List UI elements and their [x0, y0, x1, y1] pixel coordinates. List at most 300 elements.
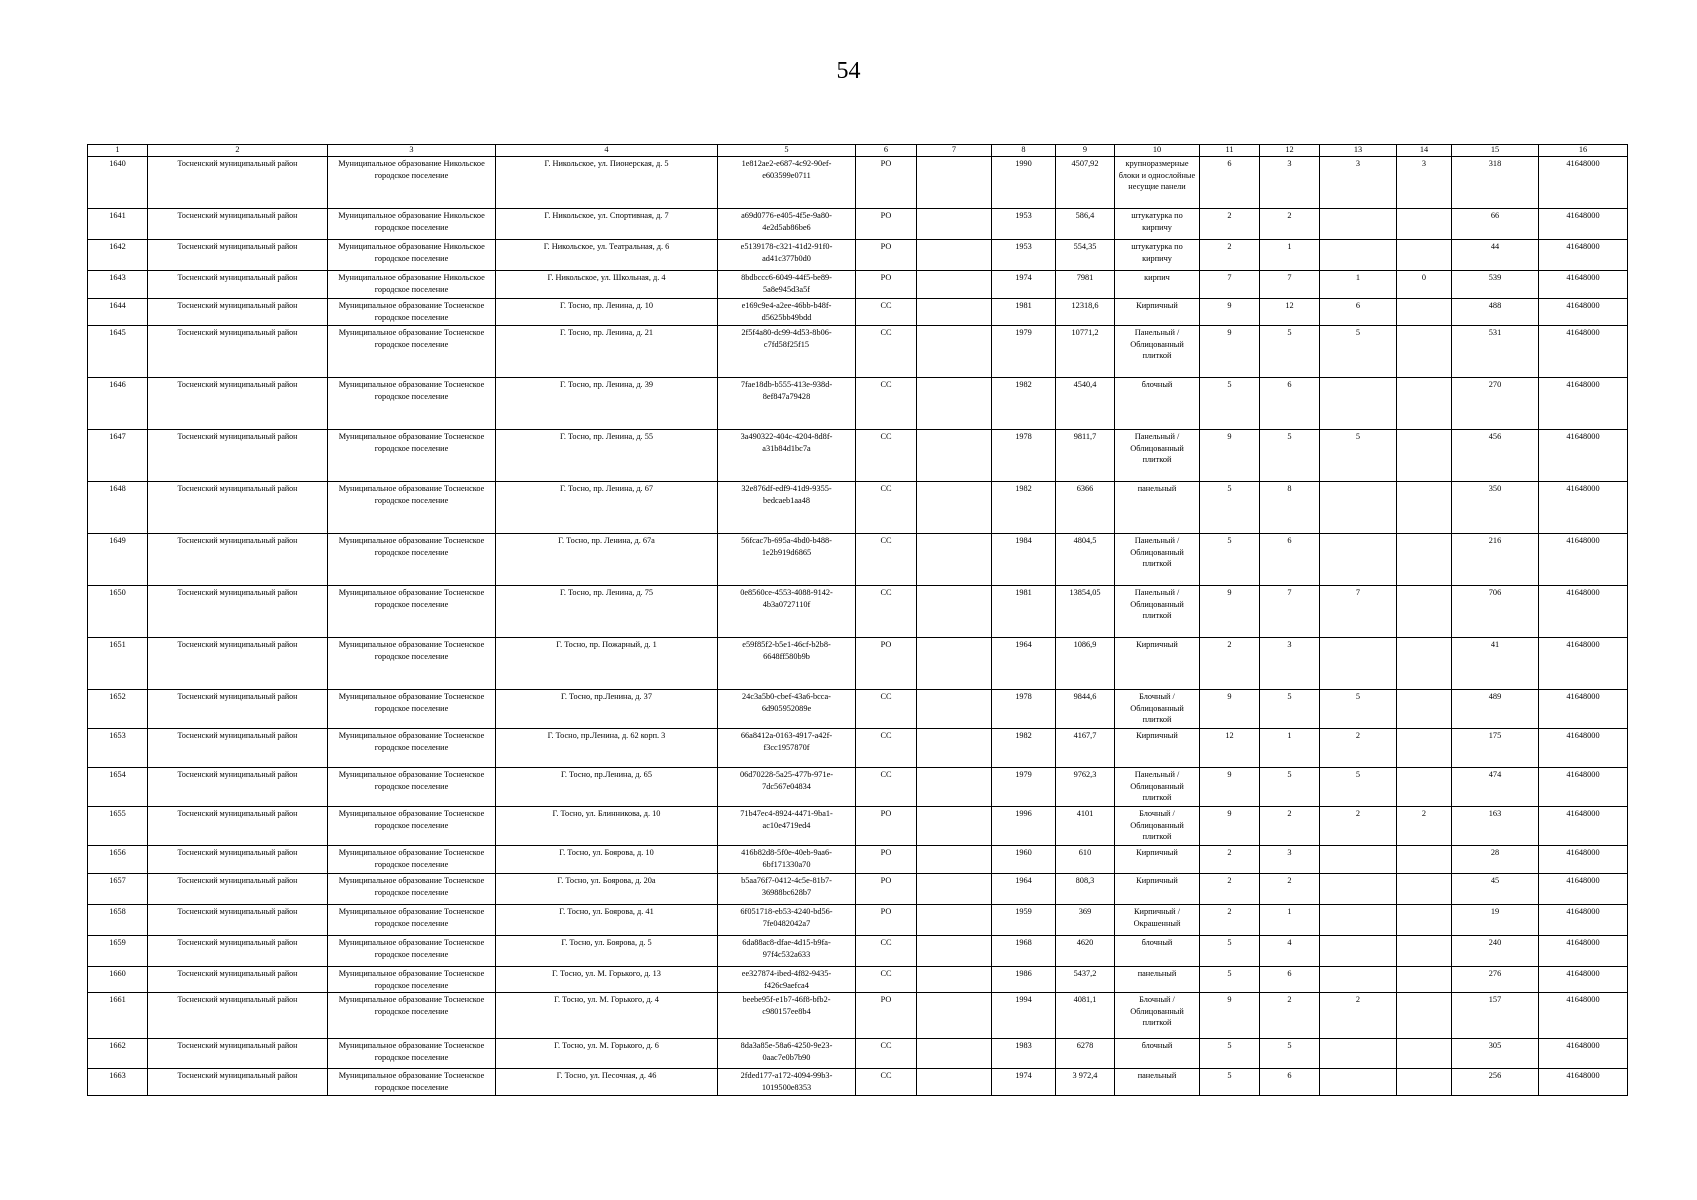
table-cell: 9 [1200, 586, 1260, 638]
table-cell: 2 [1260, 874, 1320, 905]
table-cell: 1640 [88, 157, 148, 209]
table-cell: Г. Тосно, ул. Боярова, д. 20а [496, 874, 718, 905]
table-cell: Г. Никольское, ул. Пионерская, д. 5 [496, 157, 718, 209]
table-cell: 318 [1452, 157, 1539, 209]
table-cell: Тосненский муниципальный район [148, 326, 328, 378]
table-cell: Муниципальное образование Тосненское городское поселение [328, 638, 496, 690]
table-cell: Г. Тосно, пр.Ленина, д. 37 [496, 690, 718, 729]
table-cell: 41648000 [1539, 430, 1628, 482]
table-cell: Г. Никольское, ул. Театральная, д. 6 [496, 240, 718, 271]
table-cell [1397, 240, 1452, 271]
table-row [88, 1039, 1628, 1069]
table-cell: Муниципальное образование Тосненское городское поселение [328, 807, 496, 846]
table-cell: 1978 [992, 430, 1056, 482]
table-cell: Кирпичный [1115, 729, 1200, 768]
table-cell [1397, 1069, 1452, 1096]
table-cell: 5 [1320, 430, 1397, 482]
table-cell: панельный [1115, 967, 1200, 993]
table-cell: СС [856, 936, 917, 967]
table-cell: 41648000 [1539, 534, 1628, 586]
table-cell: 2 [1200, 846, 1260, 874]
table-cell [1397, 967, 1452, 993]
table-cell: 41648000 [1539, 1069, 1628, 1096]
table-cell: Тосненский муниципальный район [148, 482, 328, 534]
table-cell: 71b47ec4-8924-4471-9ba1-ac10e4719ed4 [718, 807, 856, 846]
table-cell [1320, 936, 1397, 967]
table-cell: 1657 [88, 874, 148, 905]
table-cell: Тосненский муниципальный район [148, 729, 328, 768]
column-number: 11 [1200, 145, 1260, 157]
table-cell: 9 [1200, 768, 1260, 807]
table-cell: 1662 [88, 1039, 148, 1069]
table-cell: 5 [1260, 1039, 1320, 1069]
table-cell: 1086,9 [1056, 638, 1115, 690]
table-cell: РО [856, 874, 917, 905]
table-cell: Панельный / Облицованный плиткой [1115, 534, 1200, 586]
table-row [88, 807, 1628, 846]
table-cell: Кирпичный [1115, 846, 1200, 874]
table-cell: 276 [1452, 967, 1539, 993]
table-cell: 4507,92 [1056, 157, 1115, 209]
table-cell: РО [856, 209, 917, 240]
table-cell: 1 [1260, 729, 1320, 768]
table-row [88, 846, 1628, 874]
table-cell: Муниципальное образование Тосненское городское поселение [328, 905, 496, 936]
table-cell: 5437,2 [1056, 967, 1115, 993]
table-cell: Г. Тосно, пр.Ленина, д. 65 [496, 768, 718, 807]
table-cell [917, 586, 992, 638]
table-cell: e59f85f2-b5e1-46cf-b2b8-6648ff580b9b [718, 638, 856, 690]
table-row [88, 967, 1628, 993]
table-cell: 5 [1200, 936, 1260, 967]
table-cell: 1 [1260, 240, 1320, 271]
table-cell: Тосненский муниципальный район [148, 638, 328, 690]
table-cell: 5 [1320, 326, 1397, 378]
table-cell [1320, 967, 1397, 993]
table-cell: 3 [1397, 157, 1452, 209]
table-cell: Тосненский муниципальный район [148, 534, 328, 586]
table-cell: Г. Никольское, ул. Спортивная, д. 7 [496, 209, 718, 240]
table-cell [917, 690, 992, 729]
table-cell: Г. Тосно, ул. М. Горького, д. 4 [496, 993, 718, 1039]
table-cell: 28 [1452, 846, 1539, 874]
table-cell: Муниципальное образование Тосненское городское поселение [328, 534, 496, 586]
table-cell: Г. Тосно, ул. М. Горького, д. 6 [496, 1039, 718, 1069]
table-cell: Муниципальное образование Тосненское городское поселение [328, 993, 496, 1039]
table-cell: Тосненский муниципальный район [148, 1039, 328, 1069]
table-cell [1320, 846, 1397, 874]
table-cell: a69d0776-e405-4f5e-9a80-4e2d5ab86be6 [718, 209, 856, 240]
table-cell: 539 [1452, 271, 1539, 299]
table-cell: 10771,2 [1056, 326, 1115, 378]
column-number: 8 [992, 145, 1056, 157]
table-cell: Тосненский муниципальный район [148, 299, 328, 326]
table-cell: 41648000 [1539, 807, 1628, 846]
table-cell: блочный [1115, 378, 1200, 430]
table-cell: СС [856, 1069, 917, 1096]
table-cell: 3 972,4 [1056, 1069, 1115, 1096]
table-cell: Муниципальное образование Тосненское городское поселение [328, 1039, 496, 1069]
table-cell: 1663 [88, 1069, 148, 1096]
table-cell: 3 [1260, 846, 1320, 874]
table-row [88, 209, 1628, 240]
table-cell: Муниципальное образование Тосненское городское поселение [328, 690, 496, 729]
table-cell [917, 1069, 992, 1096]
table-cell: 1984 [992, 534, 1056, 586]
table-cell: 3 [1260, 157, 1320, 209]
column-number: 14 [1397, 145, 1452, 157]
table-cell: Панельный / Облицованный плиткой [1115, 586, 1200, 638]
table-cell: 1974 [992, 1069, 1056, 1096]
table-cell: Г. Тосно, ул. М. Горького, д. 13 [496, 967, 718, 993]
table-cell: Тосненский муниципальный район [148, 586, 328, 638]
table-cell [1397, 936, 1452, 967]
table-cell: 2 [1397, 807, 1452, 846]
table-cell: Г. Тосно, пр. Ленина, д. 10 [496, 299, 718, 326]
table-row [88, 586, 1628, 638]
table-cell: 41648000 [1539, 936, 1628, 967]
table-cell: Панельный / Облицованный плиткой [1115, 430, 1200, 482]
table-cell [1397, 1039, 1452, 1069]
table-cell: 175 [1452, 729, 1539, 768]
table-cell: 1648 [88, 482, 148, 534]
table-cell: 41648000 [1539, 993, 1628, 1039]
table-row [88, 729, 1628, 768]
table-cell: Блочный / Облицованный плиткой [1115, 690, 1200, 729]
table-row [88, 874, 1628, 905]
table-cell: 1641 [88, 209, 148, 240]
table-cell: Тосненский муниципальный район [148, 993, 328, 1039]
table-cell: 1974 [992, 271, 1056, 299]
table-cell [1320, 534, 1397, 586]
table-cell: 6 [1260, 1069, 1320, 1096]
table-cell: 369 [1056, 905, 1115, 936]
table-cell: Муниципальное образование Тосненское городское поселение [328, 299, 496, 326]
table-cell: 6da88ac8-dfae-4d15-b9fa-97f4c532a633 [718, 936, 856, 967]
table-cell [917, 299, 992, 326]
table-cell: Тосненский муниципальный район [148, 690, 328, 729]
table-cell: 2 [1200, 638, 1260, 690]
table-cell: 586,4 [1056, 209, 1115, 240]
table-cell: 456 [1452, 430, 1539, 482]
table-row [88, 378, 1628, 430]
table-cell: панельный [1115, 482, 1200, 534]
table-cell: 5 [1200, 482, 1260, 534]
table-cell: 9811,7 [1056, 430, 1115, 482]
table-cell: 0 [1397, 271, 1452, 299]
table-cell: Муниципальное образование Никольское городское поселение [328, 209, 496, 240]
table-cell: 808,3 [1056, 874, 1115, 905]
table-cell: 7 [1200, 271, 1260, 299]
table-cell: СС [856, 299, 917, 326]
table-cell [917, 271, 992, 299]
table-cell: b5aa76f7-0412-4c5e-81b7-36988bc628b7 [718, 874, 856, 905]
column-number-row [88, 145, 1628, 157]
table-cell: 6 [1320, 299, 1397, 326]
table-cell: 1642 [88, 240, 148, 271]
column-number: 10 [1115, 145, 1200, 157]
table-cell: 706 [1452, 586, 1539, 638]
table-cell: 1981 [992, 299, 1056, 326]
table-cell: 489 [1452, 690, 1539, 729]
table-cell: 4540,4 [1056, 378, 1115, 430]
table-cell: 9 [1200, 993, 1260, 1039]
table-cell [917, 1039, 992, 1069]
table-cell: панельный [1115, 1069, 1200, 1096]
table-cell: штукатурка по кирпичу [1115, 240, 1200, 271]
table-cell [1320, 209, 1397, 240]
table-cell [917, 534, 992, 586]
table-cell: 2fded177-a172-4094-99b3-1019500e8353 [718, 1069, 856, 1096]
table-cell [1397, 299, 1452, 326]
column-number: 13 [1320, 145, 1397, 157]
column-number: 6 [856, 145, 917, 157]
table-cell: 2 [1320, 729, 1397, 768]
table-cell [1397, 482, 1452, 534]
table-cell [917, 729, 992, 768]
table-cell: 610 [1056, 846, 1115, 874]
table-cell [1397, 430, 1452, 482]
table-cell: 6278 [1056, 1039, 1115, 1069]
table-cell [1320, 638, 1397, 690]
table-cell: СС [856, 430, 917, 482]
table-cell: 1986 [992, 967, 1056, 993]
table-cell: 12 [1200, 729, 1260, 768]
table-cell: 1647 [88, 430, 148, 482]
table-cell: 7981 [1056, 271, 1115, 299]
table-cell: 1656 [88, 846, 148, 874]
table-row [88, 482, 1628, 534]
table-cell: 5 [1260, 768, 1320, 807]
table-cell [1397, 690, 1452, 729]
table-cell: 1644 [88, 299, 148, 326]
table-cell [1397, 905, 1452, 936]
table-cell: 9844,6 [1056, 690, 1115, 729]
table-cell: 4101 [1056, 807, 1115, 846]
table-cell: 12 [1260, 299, 1320, 326]
table-cell: 1659 [88, 936, 148, 967]
table-cell [1320, 1039, 1397, 1069]
table-cell: РО [856, 807, 917, 846]
table-cell: 56fcac7b-695a-4bd0-b488-1e2b919d6865 [718, 534, 856, 586]
column-number: 1 [88, 145, 148, 157]
table-cell: Муниципальное образование Тосненское городское поселение [328, 846, 496, 874]
column-number: 9 [1056, 145, 1115, 157]
table-cell: 1994 [992, 993, 1056, 1039]
table-cell: 256 [1452, 1069, 1539, 1096]
table-cell [917, 846, 992, 874]
table-cell [917, 967, 992, 993]
table-cell: 6 [1200, 157, 1260, 209]
table-cell: РО [856, 638, 917, 690]
table-cell: СС [856, 482, 917, 534]
table-cell: Муниципальное образование Тосненское городское поселение [328, 482, 496, 534]
table-cell: 4 [1260, 936, 1320, 967]
table-cell: 1979 [992, 326, 1056, 378]
table-cell: Муниципальное образование Тосненское городское поселение [328, 936, 496, 967]
table-cell: 416b82d8-5f0e-40eb-9aa6-6bf171330a70 [718, 846, 856, 874]
table-cell: СС [856, 690, 917, 729]
table-cell: 2f5f4a80-dc99-4d53-8b06-c7fd58f25f15 [718, 326, 856, 378]
table-cell: 1968 [992, 936, 1056, 967]
table-cell: Муниципальное образование Тосненское городское поселение [328, 967, 496, 993]
table-cell: Муниципальное образование Тосненское городское поселение [328, 586, 496, 638]
table-cell: Кирпичный [1115, 299, 1200, 326]
table-cell: 3 [1260, 638, 1320, 690]
table-cell: 9 [1200, 430, 1260, 482]
table-cell: 41648000 [1539, 967, 1628, 993]
table-cell [1397, 586, 1452, 638]
registry-table [87, 144, 1628, 1096]
table-cell: Блочный / Облицованный плиткой [1115, 807, 1200, 846]
table-cell: крупноразмерные блоки и однослойные несущие панели [1115, 157, 1200, 209]
table-cell [1320, 905, 1397, 936]
table-row [88, 271, 1628, 299]
table-cell: 5 [1260, 326, 1320, 378]
table-cell: 4620 [1056, 936, 1115, 967]
table-cell: Кирпичный / Окрашенный [1115, 905, 1200, 936]
table-cell: 5 [1260, 430, 1320, 482]
table-cell: Г. Тосно, пр. Ленина, д. 75 [496, 586, 718, 638]
table-cell: Г. Тосно, ул. Боярова, д. 10 [496, 846, 718, 874]
table-cell: 1964 [992, 638, 1056, 690]
table-cell: 1660 [88, 967, 148, 993]
table-cell: 2 [1260, 209, 1320, 240]
table-cell: 216 [1452, 534, 1539, 586]
table-cell: блочный [1115, 936, 1200, 967]
table-cell [1397, 638, 1452, 690]
table-cell: e5139178-c321-41d2-91f0-ad41c377b0d0 [718, 240, 856, 271]
table-cell: 6 [1260, 534, 1320, 586]
table-cell: Кирпичный [1115, 638, 1200, 690]
table-cell: 2 [1200, 240, 1260, 271]
table-cell: 41648000 [1539, 846, 1628, 874]
column-number: 3 [328, 145, 496, 157]
table-cell: 5 [1260, 690, 1320, 729]
table-cell: РО [856, 271, 917, 299]
table-cell: 6 [1260, 378, 1320, 430]
table-cell: Г. Тосно, пр. Ленина, д. 67а [496, 534, 718, 586]
table-cell: 270 [1452, 378, 1539, 430]
table-cell [1397, 209, 1452, 240]
table-cell: ee327874-ibed-4f82-9435-f426c9aefca4 [718, 967, 856, 993]
table-cell: 1654 [88, 768, 148, 807]
table-cell: СС [856, 1039, 917, 1069]
table-cell: 2 [1200, 209, 1260, 240]
table-cell: Г. Тосно, пр. Пожарный, д. 1 [496, 638, 718, 690]
table-cell: 7 [1260, 586, 1320, 638]
table-cell: 1982 [992, 378, 1056, 430]
table-cell: 488 [1452, 299, 1539, 326]
table-cell: 41648000 [1539, 729, 1628, 768]
table-cell: Муниципальное образование Тосненское городское поселение [328, 378, 496, 430]
table-cell: 2 [1320, 807, 1397, 846]
column-number: 2 [148, 145, 328, 157]
table-cell: 41648000 [1539, 157, 1628, 209]
table-cell: 41648000 [1539, 874, 1628, 905]
table-cell [1397, 846, 1452, 874]
table-cell: 9 [1200, 299, 1260, 326]
table-cell: 554,35 [1056, 240, 1115, 271]
table-cell: Тосненский муниципальный район [148, 240, 328, 271]
table-cell [1397, 874, 1452, 905]
table-cell: 41648000 [1539, 209, 1628, 240]
table-cell: штукатурка по кирпичу [1115, 209, 1200, 240]
table-row [88, 905, 1628, 936]
table-cell: 2 [1200, 874, 1260, 905]
table-cell [1397, 326, 1452, 378]
table-row [88, 240, 1628, 271]
table-cell: 474 [1452, 768, 1539, 807]
table-cell: 531 [1452, 326, 1539, 378]
table-cell: 1978 [992, 690, 1056, 729]
table-cell: Муниципальное образование Тосненское городское поселение [328, 768, 496, 807]
table-cell: Тосненский муниципальный район [148, 157, 328, 209]
table-cell: 12318,6 [1056, 299, 1115, 326]
table-cell [1320, 378, 1397, 430]
table-cell [917, 807, 992, 846]
table-cell [917, 638, 992, 690]
table-cell: Тосненский муниципальный район [148, 768, 328, 807]
table-cell: Муниципальное образование Никольское городское поселение [328, 271, 496, 299]
table-cell: 2 [1200, 905, 1260, 936]
table-row [88, 936, 1628, 967]
table-row [88, 326, 1628, 378]
table-cell: Г. Тосно, пр.Ленина, д. 62 корп. 3 [496, 729, 718, 768]
table-cell: Тосненский муниципальный район [148, 271, 328, 299]
table-cell [1320, 1069, 1397, 1096]
table-cell: 1658 [88, 905, 148, 936]
table-cell: 9 [1200, 690, 1260, 729]
table-cell: Муниципальное образование Тосненское городское поселение [328, 874, 496, 905]
table-cell: 1979 [992, 768, 1056, 807]
table-cell: 32e876df-edf9-41d9-9355-bedcaeb1aa48 [718, 482, 856, 534]
table-cell: Г. Тосно, ул. Блинникова, д. 10 [496, 807, 718, 846]
table-cell: Г. Никольское, ул. Школьная, д. 4 [496, 271, 718, 299]
table-cell: 41648000 [1539, 240, 1628, 271]
table-cell: 41648000 [1539, 482, 1628, 534]
table-cell: 41648000 [1539, 690, 1628, 729]
table-cell: Г. Тосно, ул. Боярова, д. 5 [496, 936, 718, 967]
table-cell: 41648000 [1539, 299, 1628, 326]
table-cell [1397, 729, 1452, 768]
table-cell: 240 [1452, 936, 1539, 967]
table-cell: РО [856, 240, 917, 271]
table-row [88, 1069, 1628, 1096]
table-cell: 7 [1320, 586, 1397, 638]
table-cell [1397, 993, 1452, 1039]
table-cell [917, 874, 992, 905]
table-cell: Муниципальное образование Тосненское городское поселение [328, 430, 496, 482]
table-cell: 1650 [88, 586, 148, 638]
table-cell: 1983 [992, 1039, 1056, 1069]
table-cell: 1e812ae2-e687-4c92-90ef-e603599e0711 [718, 157, 856, 209]
table-cell: 2 [1260, 993, 1320, 1039]
table-cell: Муниципальное образование Никольское городское поселение [328, 240, 496, 271]
table-cell: 5 [1320, 768, 1397, 807]
table-cell: Муниципальное образование Тосненское городское поселение [328, 729, 496, 768]
table-cell: 0e8560ce-4553-4088-9142-4b3a0727110f [718, 586, 856, 638]
table-cell [917, 326, 992, 378]
table-cell: 3a490322-404c-4204-8d8f-a31b84d1bc7a [718, 430, 856, 482]
table-cell [1320, 874, 1397, 905]
table-cell: Г. Тосно, пр. Ленина, д. 39 [496, 378, 718, 430]
table-cell: кирпич [1115, 271, 1200, 299]
table-cell: СС [856, 729, 917, 768]
table-cell: 4081,1 [1056, 993, 1115, 1039]
table-cell: 1982 [992, 729, 1056, 768]
table-cell [917, 936, 992, 967]
